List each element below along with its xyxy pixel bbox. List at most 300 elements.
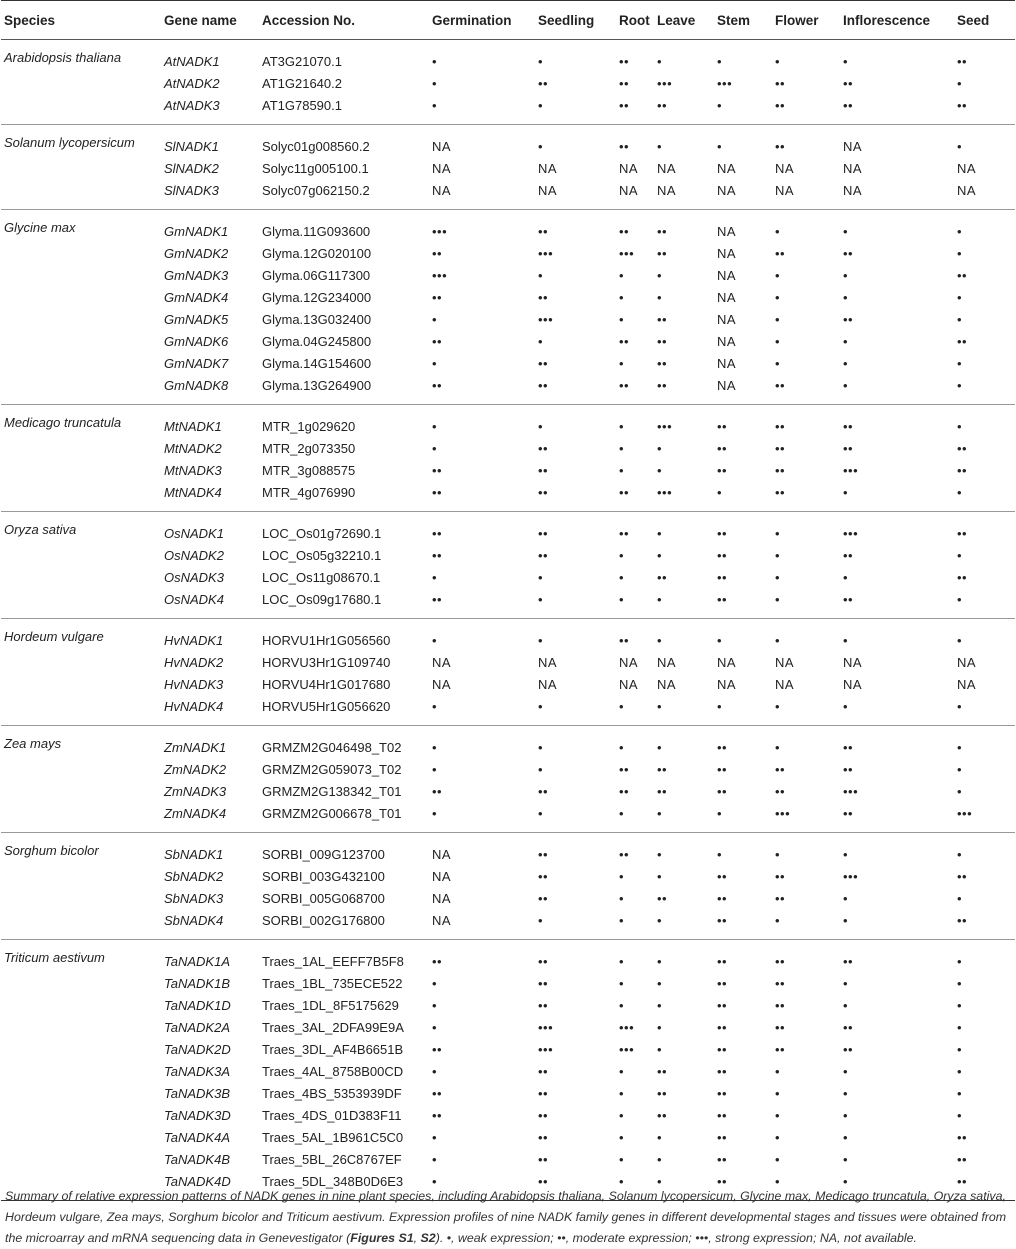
table-row — [1, 651, 1015, 673]
inflorescence-expression-cell: •• — [843, 418, 854, 434]
root-expression-cell: •• — [619, 377, 630, 393]
leave-expression-cell: ••• — [657, 484, 673, 500]
accession-cell: LOC_Os05g32210.1 — [262, 547, 382, 563]
seed-expression-cell: •• — [957, 912, 968, 928]
flower-expression-cell: •• — [775, 953, 786, 969]
leave-expression-cell: •• — [657, 223, 668, 239]
flower-expression-cell: • — [775, 739, 781, 755]
stem-expression-cell: NA — [717, 182, 737, 198]
inflorescence-expression-cell: • — [843, 632, 849, 648]
gene-name-cell: GmNADK4 — [164, 289, 229, 305]
root-expression-cell: •• — [619, 484, 630, 500]
gene-name-cell: MtNADK2 — [164, 440, 222, 456]
accession-cell: MTR_2g073350 — [262, 440, 356, 456]
stem-expression-cell: •• — [717, 1041, 728, 1057]
leave-expression-cell: •• — [657, 311, 668, 327]
accession-cell: AT3G21070.1 — [262, 53, 342, 69]
accession-cell: Glyma.11G093600 — [262, 223, 371, 239]
species-cell — [1, 72, 161, 94]
stem-expression-cell: •• — [717, 591, 728, 607]
inflorescence-expression-cell: ••• — [843, 868, 859, 884]
leave-expression-cell: •• — [657, 1063, 668, 1079]
flower-expression-cell: •• — [775, 440, 786, 456]
gene-name-cell: HvNADK3 — [164, 676, 224, 692]
stem-expression-cell: •• — [717, 1129, 728, 1145]
accession-cell: Glyma.06G117300 — [262, 267, 371, 283]
accession-cell: MTR_3g088575 — [262, 462, 356, 478]
table-row — [1, 1082, 1015, 1104]
inflorescence-expression-cell: • — [843, 975, 849, 991]
seedling-expression-cell: • — [538, 912, 544, 928]
table-row — [1, 1148, 1015, 1170]
stem-expression-cell: NA — [717, 267, 737, 283]
seedling-expression-cell: NA — [538, 676, 558, 692]
seedling-expression-cell: •• — [538, 547, 549, 563]
leave-expression-cell: • — [657, 868, 663, 884]
stem-expression-cell: NA — [717, 160, 737, 176]
gene-name-cell: GmNADK5 — [164, 311, 229, 327]
leave-expression-cell: • — [657, 591, 663, 607]
root-expression-cell: •• — [619, 632, 630, 648]
gene-name-cell: SlNADK3 — [164, 182, 219, 198]
seedling-expression-cell: • — [538, 53, 544, 69]
inflorescence-expression-cell: • — [843, 912, 849, 928]
species-cell — [1, 1126, 161, 1148]
stem-expression-cell: NA — [717, 377, 737, 393]
flower-expression-cell: • — [775, 1151, 781, 1167]
inflorescence-expression-cell: • — [843, 1129, 849, 1145]
stem-expression-cell: •• — [717, 890, 728, 906]
species-cell — [1, 94, 161, 125]
seed-expression-cell: NA — [957, 160, 977, 176]
germination-expression-cell: NA — [432, 846, 452, 862]
stem-expression-cell: • — [717, 632, 723, 648]
leave-expression-cell: • — [657, 805, 663, 821]
species-cell — [1, 459, 161, 481]
seed-expression-cell: • — [957, 953, 963, 969]
root-expression-cell: • — [619, 1173, 625, 1189]
root-expression-cell: • — [619, 1151, 625, 1167]
species-cell — [1, 1082, 161, 1104]
seedling-expression-cell: NA — [538, 160, 558, 176]
leave-expression-cell: • — [657, 975, 663, 991]
flower-expression-cell: • — [775, 53, 781, 69]
seedling-expression-cell: •• — [538, 525, 549, 541]
gene-name-cell: TaNADK4B — [164, 1151, 230, 1167]
seedling-expression-cell: •• — [538, 75, 549, 91]
stem-expression-cell: •• — [717, 462, 728, 478]
stem-expression-cell: •• — [717, 525, 728, 541]
seed-expression-cell: • — [957, 1085, 963, 1101]
root-expression-cell: • — [619, 1085, 625, 1101]
table-row — [1, 726, 1015, 759]
seed-expression-cell: •• — [957, 333, 968, 349]
seedling-expression-cell: • — [538, 698, 544, 714]
inflorescence-expression-cell: • — [843, 377, 849, 393]
inflorescence-expression-cell: •• — [843, 547, 854, 563]
table-row — [1, 1126, 1015, 1148]
flower-expression-cell: • — [775, 289, 781, 305]
seedling-expression-cell: •• — [538, 1151, 549, 1167]
seed-expression-cell: NA — [957, 654, 977, 670]
gene-name-cell: HvNADK4 — [164, 698, 224, 714]
germination-expression-cell: • — [432, 311, 438, 327]
species-cell — [1, 802, 161, 833]
species-cell — [1, 352, 161, 374]
flower-expression-cell: •• — [775, 783, 786, 799]
gene-name-cell: SlNADK1 — [164, 138, 219, 154]
root-expression-cell: • — [619, 591, 625, 607]
table-row — [1, 544, 1015, 566]
accession-cell: Traes_5AL_1B961C5C0 — [262, 1129, 404, 1145]
table-row — [1, 157, 1015, 179]
accession-cell: Traes_5BL_26C8767EF — [262, 1151, 402, 1167]
species-cell — [1, 780, 161, 802]
caption-figure-link[interactable]: Figures S1 — [350, 1231, 414, 1245]
seedling-expression-cell: •• — [538, 975, 549, 991]
leave-expression-cell: NA — [657, 160, 677, 176]
stem-expression-cell: NA — [717, 355, 737, 371]
seed-expression-cell: • — [957, 1063, 963, 1079]
gene-name-cell: AtNADK1 — [164, 53, 220, 69]
gene-name-cell: MtNADK4 — [164, 484, 222, 500]
header-accession: Accession No. — [259, 1, 429, 40]
flower-expression-cell: •• — [775, 975, 786, 991]
inflorescence-expression-cell: • — [843, 1063, 849, 1079]
seedling-expression-cell: •• — [538, 223, 549, 239]
germination-expression-cell: •• — [432, 245, 443, 261]
accession-cell: Traes_4AL_8758B00CD — [262, 1063, 404, 1079]
accession-cell: MTR_1g029620 — [262, 418, 356, 434]
germination-expression-cell: • — [432, 632, 438, 648]
root-expression-cell: • — [619, 1129, 625, 1145]
inflorescence-expression-cell: • — [843, 698, 849, 714]
accession-cell: Traes_3DL_AF4B6651B — [262, 1041, 404, 1057]
seed-expression-cell: • — [957, 484, 963, 500]
accession-cell: GRMZM2G138342_T01 — [262, 783, 402, 799]
gene-name-cell: SbNADK2 — [164, 868, 224, 884]
root-expression-cell: •• — [619, 138, 630, 154]
species-cell: Oryza sativa — [4, 522, 77, 537]
accession-cell: HORVU3Hr1G109740 — [262, 654, 391, 670]
inflorescence-expression-cell: NA — [843, 182, 863, 198]
stem-expression-cell: • — [717, 97, 723, 113]
inflorescence-expression-cell: •• — [843, 75, 854, 91]
flower-expression-cell: •• — [775, 377, 786, 393]
table-caption — [5, 1186, 1013, 1249]
gene-name-cell: TaNADK3D — [164, 1107, 231, 1123]
table-row — [1, 286, 1015, 308]
germination-expression-cell: •• — [432, 1107, 443, 1123]
leave-expression-cell: ••• — [657, 75, 673, 91]
leave-expression-cell: • — [657, 1019, 663, 1035]
root-expression-cell: NA — [619, 654, 639, 670]
stem-expression-cell: •• — [717, 569, 728, 585]
header-stem: Stem — [714, 1, 772, 40]
seedling-expression-cell: ••• — [538, 311, 554, 327]
flower-expression-cell: • — [775, 1173, 781, 1189]
table-row — [1, 210, 1015, 243]
root-expression-cell: • — [619, 311, 625, 327]
gene-name-cell: SbNADK1 — [164, 846, 224, 862]
flower-expression-cell: NA — [775, 676, 795, 692]
seedling-expression-cell: •• — [538, 1129, 549, 1145]
header-seedling: Seedling — [535, 1, 616, 40]
accession-cell: Glyma.12G234000 — [262, 289, 372, 305]
table-row — [1, 40, 1015, 73]
flower-expression-cell: •• — [775, 418, 786, 434]
leave-expression-cell: • — [657, 912, 663, 928]
seedling-expression-cell: •• — [538, 484, 549, 500]
accession-cell: LOC_Os09g17680.1 — [262, 591, 382, 607]
leave-expression-cell: • — [657, 1151, 663, 1167]
species-group — [1, 512, 1015, 619]
table-row — [1, 673, 1015, 695]
leave-expression-cell: • — [657, 1129, 663, 1145]
root-expression-cell: • — [619, 1107, 625, 1123]
table-row — [1, 780, 1015, 802]
stem-expression-cell: •• — [717, 739, 728, 755]
inflorescence-expression-cell: ••• — [843, 462, 859, 478]
inflorescence-expression-cell: • — [843, 1151, 849, 1167]
gene-name-cell: ZmNADK1 — [164, 739, 227, 755]
species-cell — [1, 566, 161, 588]
gene-name-cell: GmNADK8 — [164, 377, 229, 393]
seedling-expression-cell: • — [538, 805, 544, 821]
stem-expression-cell: NA — [717, 245, 737, 261]
root-expression-cell: ••• — [619, 245, 635, 261]
germination-expression-cell: • — [432, 1173, 438, 1189]
species-cell — [1, 994, 161, 1016]
flower-expression-cell: •• — [775, 761, 786, 777]
seed-expression-cell: • — [957, 418, 963, 434]
seed-expression-cell: • — [957, 355, 963, 371]
stem-expression-cell: NA — [717, 676, 737, 692]
germination-expression-cell: •• — [432, 547, 443, 563]
species-cell — [1, 758, 161, 780]
caption-figure-link-2[interactable]: S2 — [420, 1231, 436, 1245]
gene-name-cell: OsNADK3 — [164, 569, 224, 585]
root-expression-cell: • — [619, 462, 625, 478]
accession-cell: Traes_3AL_2DFA99E9A — [262, 1019, 404, 1035]
root-expression-cell: • — [619, 997, 625, 1013]
seed-expression-cell: •• — [957, 1129, 968, 1145]
root-expression-cell: •• — [619, 761, 630, 777]
germination-expression-cell: ••• — [432, 223, 448, 239]
accession-cell: HORVU1Hr1G056560 — [262, 632, 391, 648]
inflorescence-expression-cell: •• — [843, 805, 854, 821]
germination-expression-cell: NA — [432, 160, 452, 176]
flower-expression-cell: •• — [775, 97, 786, 113]
species-cell: Glycine max — [4, 220, 76, 235]
gene-name-cell: OsNADK4 — [164, 591, 224, 607]
seedling-expression-cell: ••• — [538, 1019, 554, 1035]
flower-expression-cell: • — [775, 632, 781, 648]
root-expression-cell: • — [619, 975, 625, 991]
leave-expression-cell: •• — [657, 569, 668, 585]
germination-expression-cell: NA — [432, 868, 452, 884]
flower-expression-cell: NA — [775, 182, 795, 198]
species-cell — [1, 374, 161, 405]
flower-expression-cell: •• — [775, 868, 786, 884]
seed-expression-cell: • — [957, 223, 963, 239]
root-expression-cell: • — [619, 868, 625, 884]
header-germination: Germination — [429, 1, 535, 40]
table-row — [1, 459, 1015, 481]
seedling-expression-cell: • — [538, 267, 544, 283]
table-row — [1, 264, 1015, 286]
seedling-expression-cell: • — [538, 632, 544, 648]
gene-name-cell: TaNADK1A — [164, 953, 230, 969]
flower-expression-cell: •• — [775, 484, 786, 500]
seed-expression-cell: •• — [957, 1151, 968, 1167]
gene-name-cell: MtNADK3 — [164, 462, 222, 478]
seed-expression-cell: •• — [957, 868, 968, 884]
stem-expression-cell: NA — [717, 654, 737, 670]
table-row — [1, 352, 1015, 374]
inflorescence-expression-cell: • — [843, 997, 849, 1013]
seed-expression-cell: • — [957, 289, 963, 305]
seedling-expression-cell: •• — [538, 1173, 549, 1189]
root-expression-cell: •• — [619, 75, 630, 91]
stem-expression-cell: •• — [717, 547, 728, 563]
inflorescence-expression-cell: •• — [843, 311, 854, 327]
species-cell — [1, 673, 161, 695]
leave-expression-cell: • — [657, 462, 663, 478]
germination-expression-cell: •• — [432, 333, 443, 349]
seed-expression-cell: NA — [957, 182, 977, 198]
accession-cell: Solyc07g062150.2 — [262, 182, 370, 198]
flower-expression-cell: •• — [775, 75, 786, 91]
table-row — [1, 1104, 1015, 1126]
leave-expression-cell: • — [657, 525, 663, 541]
gene-name-cell: SlNADK2 — [164, 160, 219, 176]
table-row — [1, 802, 1015, 833]
species-cell: Zea mays — [4, 736, 62, 751]
root-expression-cell: •• — [619, 97, 630, 113]
inflorescence-expression-cell: NA — [843, 676, 863, 692]
flower-expression-cell: • — [775, 1063, 781, 1079]
seed-expression-cell: • — [957, 547, 963, 563]
flower-expression-cell: • — [775, 1129, 781, 1145]
germination-expression-cell: • — [432, 355, 438, 371]
leave-expression-cell: • — [657, 53, 663, 69]
root-expression-cell: • — [619, 418, 625, 434]
germination-expression-cell: NA — [432, 912, 452, 928]
species-cell: Medicago truncatula — [4, 415, 122, 430]
root-expression-cell: • — [619, 698, 625, 714]
germination-expression-cell: NA — [432, 138, 452, 154]
seed-expression-cell: • — [957, 783, 963, 799]
table-row — [1, 512, 1015, 545]
root-expression-cell: • — [619, 739, 625, 755]
leave-expression-cell: •• — [657, 245, 668, 261]
header-species: Species — [1, 1, 161, 40]
gene-name-cell: GmNADK7 — [164, 355, 229, 371]
inflorescence-expression-cell: •• — [843, 1019, 854, 1035]
caption-separator: , — [413, 1231, 421, 1245]
seedling-expression-cell: •• — [538, 997, 549, 1013]
species-cell — [1, 330, 161, 352]
stem-expression-cell: •• — [717, 953, 728, 969]
species-group — [1, 125, 1015, 210]
flower-expression-cell: ••• — [775, 805, 791, 821]
species-cell — [1, 286, 161, 308]
germination-expression-cell: NA — [432, 654, 452, 670]
germination-expression-cell: • — [432, 805, 438, 821]
seedling-expression-cell: • — [538, 569, 544, 585]
inflorescence-expression-cell: ••• — [843, 525, 859, 541]
accession-cell: HORVU4Hr1G017680 — [262, 676, 391, 692]
seed-expression-cell: •• — [957, 525, 968, 541]
stem-expression-cell: ••• — [717, 75, 733, 91]
seedling-expression-cell: •• — [538, 377, 549, 393]
stem-expression-cell: •• — [717, 868, 728, 884]
root-expression-cell: • — [619, 440, 625, 456]
accession-cell: Traes_5DL_348B0D6E3 — [262, 1173, 404, 1189]
species-cell — [1, 695, 161, 726]
stem-expression-cell: • — [717, 53, 723, 69]
seed-expression-cell: • — [957, 761, 963, 777]
seed-expression-cell: • — [957, 591, 963, 607]
accession-cell: Glyma.13G032400 — [262, 311, 372, 327]
inflorescence-expression-cell: • — [843, 223, 849, 239]
flower-expression-cell: NA — [775, 160, 795, 176]
species-cell — [1, 481, 161, 512]
germination-expression-cell: •• — [432, 1085, 443, 1101]
leave-expression-cell: • — [657, 698, 663, 714]
stem-expression-cell: •• — [717, 418, 728, 434]
germination-expression-cell: • — [432, 418, 438, 434]
flower-expression-cell: • — [775, 1085, 781, 1101]
leave-expression-cell: • — [657, 739, 663, 755]
table-row — [1, 909, 1015, 940]
species-cell — [1, 264, 161, 286]
root-expression-cell: • — [619, 912, 625, 928]
table-row — [1, 72, 1015, 94]
species-cell: Triticum aestivum — [4, 950, 105, 965]
germination-expression-cell: •• — [432, 953, 443, 969]
stem-expression-cell: •• — [717, 1151, 728, 1167]
stem-expression-cell: NA — [717, 289, 737, 305]
seed-expression-cell: • — [957, 377, 963, 393]
gene-name-cell: SbNADK4 — [164, 912, 224, 928]
leave-expression-cell: • — [657, 997, 663, 1013]
species-cell: Arabidopsis thaliana — [4, 50, 122, 65]
leave-expression-cell: • — [657, 267, 663, 283]
germination-expression-cell: • — [432, 53, 438, 69]
stem-expression-cell: •• — [717, 1019, 728, 1035]
seed-expression-cell: • — [957, 138, 963, 154]
inflorescence-expression-cell: • — [843, 569, 849, 585]
table-row — [1, 758, 1015, 780]
gene-name-cell: MtNADK1 — [164, 418, 222, 434]
table-row — [1, 308, 1015, 330]
inflorescence-expression-cell: • — [843, 333, 849, 349]
table-row — [1, 940, 1015, 973]
gene-name-cell: TaNADK4A — [164, 1129, 230, 1145]
leave-expression-cell: • — [657, 953, 663, 969]
table-row — [1, 566, 1015, 588]
seedling-expression-cell: •• — [538, 1085, 549, 1101]
gene-name-cell: ZmNADK4 — [164, 805, 227, 821]
flower-expression-cell: • — [775, 223, 781, 239]
accession-cell: SORBI_009G123700 — [262, 846, 385, 862]
seed-expression-cell: • — [957, 1019, 963, 1035]
seed-expression-cell: •• — [957, 267, 968, 283]
stem-expression-cell: •• — [717, 783, 728, 799]
flower-expression-cell: • — [775, 525, 781, 541]
